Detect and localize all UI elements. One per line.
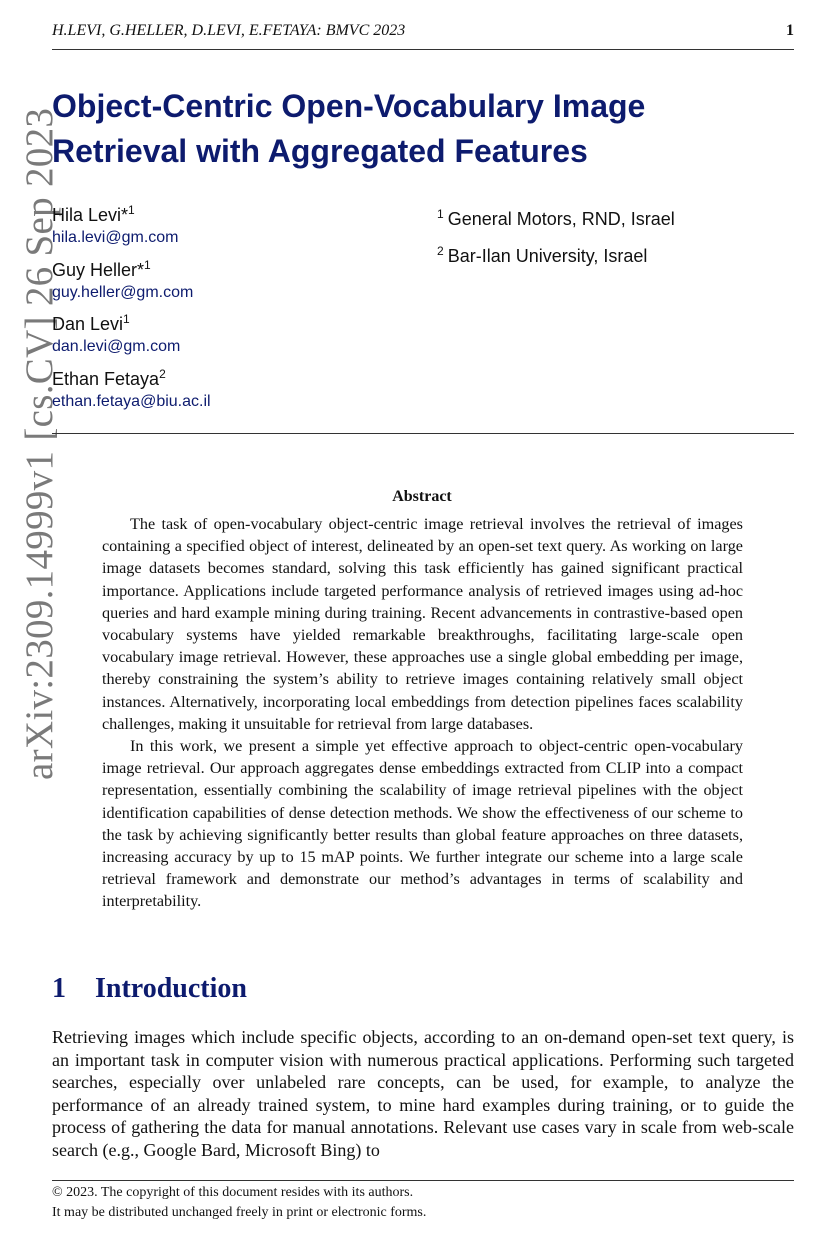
abstract-body xyxy=(102,513,743,913)
section-number: 1 xyxy=(52,973,66,1004)
running-head-text: H.LEVI, G.HELLER, D.LEVI, E.FETAYA: BMVC 2023 xyxy=(52,22,406,39)
copyright-footer xyxy=(52,1183,794,1223)
author-email-link[interactable]: guy.heller@gm.com xyxy=(52,283,194,301)
introduction-paragraph: Retrieving images which include specific objects, according to an on-demand open-set text query, is an important task in computer vision with numerous practical applications. Performing such targeted searches, especially over unlabeled rare concepts, can be used, for example, to analyze the performance of an already trained system, to mine hard examples during training, or to guide the process of gathering the data for manual annotations. Relevant use cases vary in scale from web-scale search (e.g., Google Bard, Microsoft Bing) to xyxy=(52,1027,794,1160)
affiliation-list xyxy=(437,198,797,272)
running-head xyxy=(52,20,794,42)
author-entry xyxy=(52,362,412,417)
arxiv-stamp: arXiv:2309.14999v1 [cs.CV] 26 Sep 2023 xyxy=(18,107,61,780)
author-name: Hila Levi*$^1$ xyxy=(52,203,135,225)
affiliation: $^2$ Bar-Ilan University, Israel xyxy=(437,244,648,266)
author-name: Guy Heller*$^1$ xyxy=(52,257,151,280)
section-heading-introduction xyxy=(52,970,794,1008)
footer-rule xyxy=(52,1180,794,1181)
author-email-link[interactable]: ethan.fetaya@biu.ac.il xyxy=(52,392,211,410)
page-number: 1 xyxy=(786,22,794,39)
section-title: Introduction xyxy=(95,973,247,1004)
author-list xyxy=(52,198,412,416)
abstract-heading: Abstract xyxy=(392,488,452,505)
author-email-link[interactable]: dan.levi@gm.com xyxy=(52,338,181,355)
copyright-line: © 2023. The copyright of this document resides with its authors. xyxy=(52,1185,414,1200)
author-entry xyxy=(52,253,412,308)
abstract-paragraph: In this work, we present a simple yet effective approach to object-centric open-vocabulary image retrieval. Our approach aggregates dense embeddings extracted from CLIP into a compact representation, essentially combining the scalability of image retrieval pipelines with the object identification capabilities of dense detection methods. We show the effectiveness of our scheme to the task by achieving significantly better results than global feature approaches on three datasets, increasing accuracy by up to 15 mAP points. We further integrate our scheme into a large scale retrieval framework and demonstrate our method’s advantages in terms of scalability and interpretability. xyxy=(102,737,743,911)
author-name: Ethan Fetaya$^2$ xyxy=(52,366,166,389)
distribution-line: It may be distributed unchanged freely in print or electronic forms. xyxy=(52,1205,427,1220)
author-entry xyxy=(52,307,412,362)
author-entry xyxy=(52,198,412,253)
header-rule xyxy=(52,49,794,50)
author-name: Dan Levi$^1$ xyxy=(52,312,130,334)
title-block-rule xyxy=(52,433,794,434)
abstract-paragraph: The task of open-vocabulary object-centric image retrieval involves the retrieval of images containing a specified object of interest, delineated by an open-set text query. As working on large image datasets becomes standard, solving this task efficiently has gained significant practical importance. Applications include targeted performance analysis of retrieved images using ad-hoc queries and hard example mining during training. Recent advancements in contrastive-based open vocabulary systems have yielded remarkable breakthroughs, facilitating large-scale open vocabulary image retrieval. However, these approaches use a single global embedding per image, thereby constraining the system’s ability to retrieve images containing relatively small object instances. Alternatively, incorporating local embeddings from detection pipelines faces scalability challenges, making it unsuitable for retrieval from large databases. xyxy=(102,515,743,733)
affiliation: $^1$ General Motors, RND, Israel xyxy=(437,207,675,229)
paper-title: Object-Centric Open-Vocabulary Image Retrieval with Aggregated Features xyxy=(52,88,646,169)
author-email-link[interactable]: hila.levi@gm.com xyxy=(52,229,179,246)
